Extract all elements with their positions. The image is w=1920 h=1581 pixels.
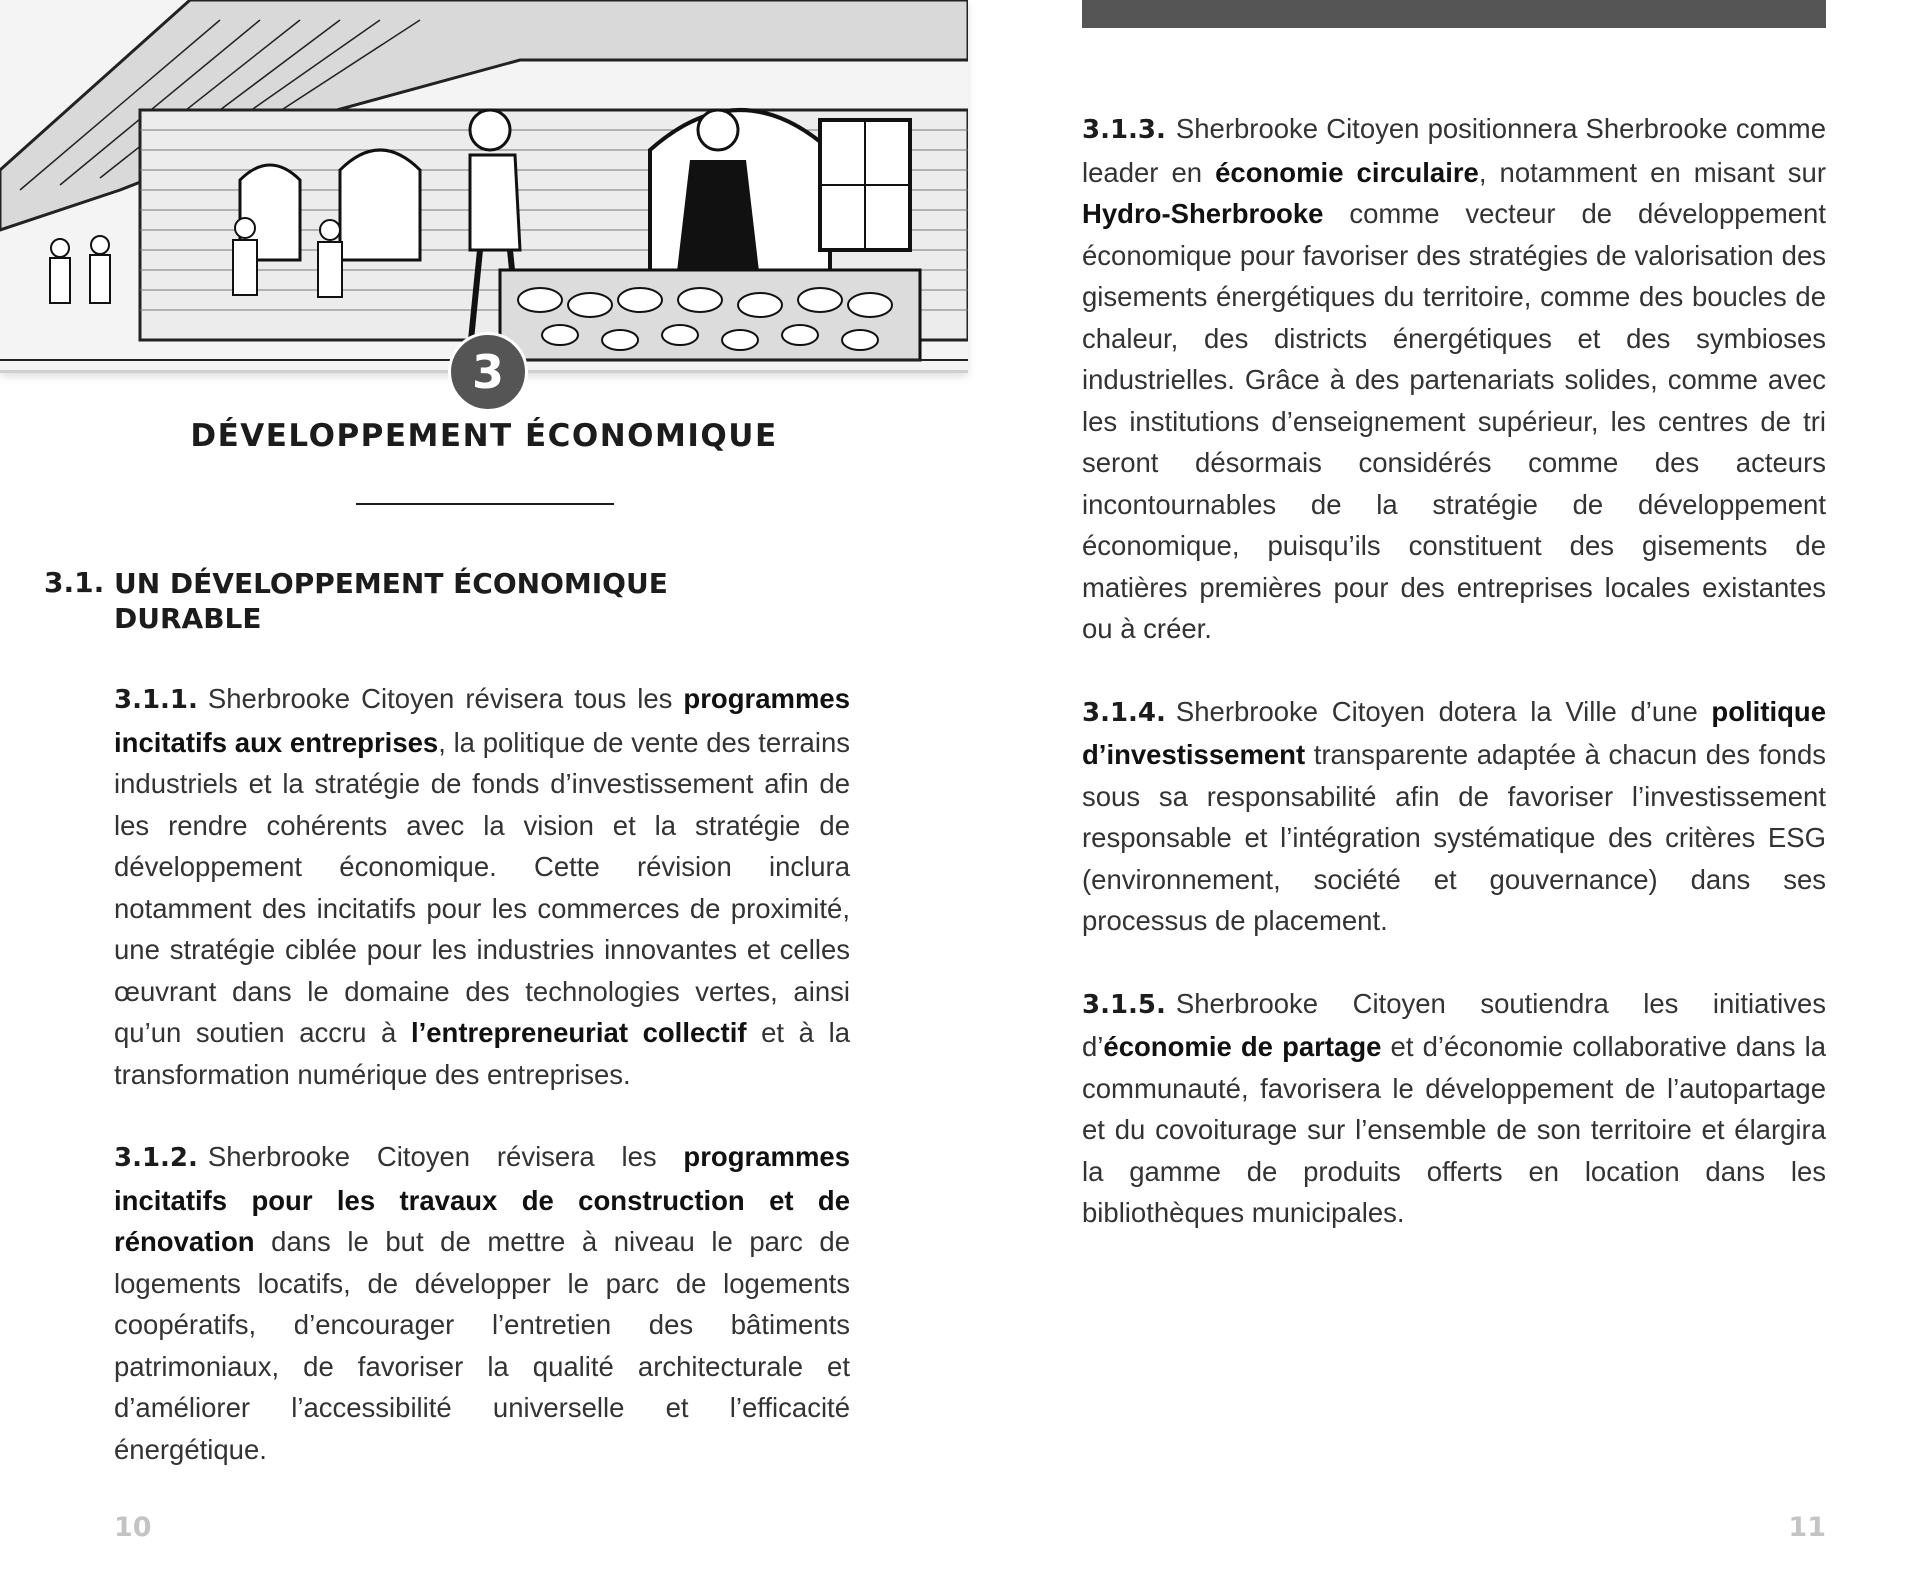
item-emphasis: politique d’investissement — [1082, 695, 1826, 770]
title-divider — [356, 503, 614, 505]
item-emphasis: programmes incitatifs pour les travaux de construction et de rénovation — [114, 1141, 850, 1257]
item-emphasis: programmes incitatifs aux entreprises — [114, 683, 850, 758]
item-3-1-5 — [1082, 983, 1826, 1234]
item-text: et à la transformation numérique des entreprises. — [114, 1017, 850, 1090]
item-emphasis: économie circulaire — [1215, 156, 1479, 188]
section-number: 3.1. — [44, 566, 105, 599]
item-text: comme vecteur de développement économique pour favoriser des stratégies de valorisation des gisements énergétiques du territoire, comme des boucles de chaleur, des districts énergétiques et des symbioses industrielles. Grâce à des partenariats solides, comme avec les institutions d’enseignement supérieur, les centres de tri seront désormais considérés comme des acteurs incontournables de la stratégie de développement économique, puisqu’ils constituent des gisements de matières premières pour des entreprises locales existantes ou à créer. — [1082, 198, 1826, 644]
item-text: Sherbrooke Citoyen révisera tous les — [207, 683, 684, 714]
page-number-right: 11 — [1788, 1512, 1826, 1543]
right-page-column — [1082, 108, 1826, 1275]
item-text: Sherbrooke Citoyen positionnera Sherbrooke comme leader en — [1082, 113, 1826, 188]
item-number: 3.1.1. — [114, 685, 198, 715]
item-text: Sherbrooke Citoyen soutiendra les initiatives d’ — [1082, 987, 1826, 1062]
section-title: UN DÉVELOPPEMENT ÉCONOMIQUE DURABLE — [114, 567, 668, 635]
page-header-bar — [1082, 0, 1826, 28]
page-number-left: 10 — [114, 1512, 152, 1543]
item-text: , notamment en misant sur — [1478, 156, 1826, 188]
item-emphasis: Hydro-Sherbrooke — [1082, 198, 1324, 229]
item-text: et d’économie collaborative dans la communauté, favorisera le développement de l’autopartage et du covoiturage sur l’ensemble de son territoire et élargira la gamme de produits offerts en location dans les bibliothèques municipales. — [1082, 1031, 1826, 1228]
item-number: 3.1.2. — [114, 1143, 198, 1173]
item-3-1-3 — [1082, 108, 1826, 650]
market-illustration — [0, 0, 968, 373]
item-emphasis: l’entrepreneuriat collectif — [410, 1017, 747, 1048]
item-number: 3.1.5. — [1082, 989, 1166, 1020]
chapter-title: DÉVELOPPEMENT ÉCONOMIQUE — [190, 418, 778, 454]
item-number: 3.1.3. — [1082, 115, 1166, 145]
item-text: Sherbrooke Citoyen révisera les — [207, 1141, 684, 1172]
item-text: dans le but de mettre à niveau le parc de logements locatifs, de développer le parc de logements coopératifs, d’encourager l’entretien des bâtiments patrimoniaux, de favoriser la qualité architecturale et d’améliorer l’accessibilité universelle et l’efficacité énergétique. — [114, 1226, 850, 1465]
item-text: Sherbrooke Citoyen dotera la Ville d’une — [1175, 695, 1712, 727]
item-3-1-1 — [114, 678, 850, 1095]
item-text: , la politique de vente des terrains industriels et la stratégie de fonds d’investissement afin de les rendre cohérents avec la vision et la stratégie de développement économique. Cette révision inclura notamment des incitatifs pour les commerces de proximité, une stratégie ciblée pour les industries innovantes et celles œuvrant dans le domaine des technologies vertes, ainsi qu’un soutien accru à — [114, 726, 850, 1048]
chapter-number-badge: 3 — [448, 332, 528, 412]
item-text: transparente adaptée à chacun des fonds sous sa responsabilité afin de favoriser l’investissement responsable et l’intégration systématique des critères ESG (environnement, société et gouvernance) dans ses processus de placement. — [1082, 739, 1826, 936]
item-3-1-2 — [114, 1136, 850, 1470]
item-number: 3.1.4. — [1082, 697, 1166, 728]
item-3-1-4 — [1082, 691, 1826, 942]
item-emphasis: économie de partage — [1103, 1031, 1382, 1062]
left-page-column — [114, 678, 850, 1511]
